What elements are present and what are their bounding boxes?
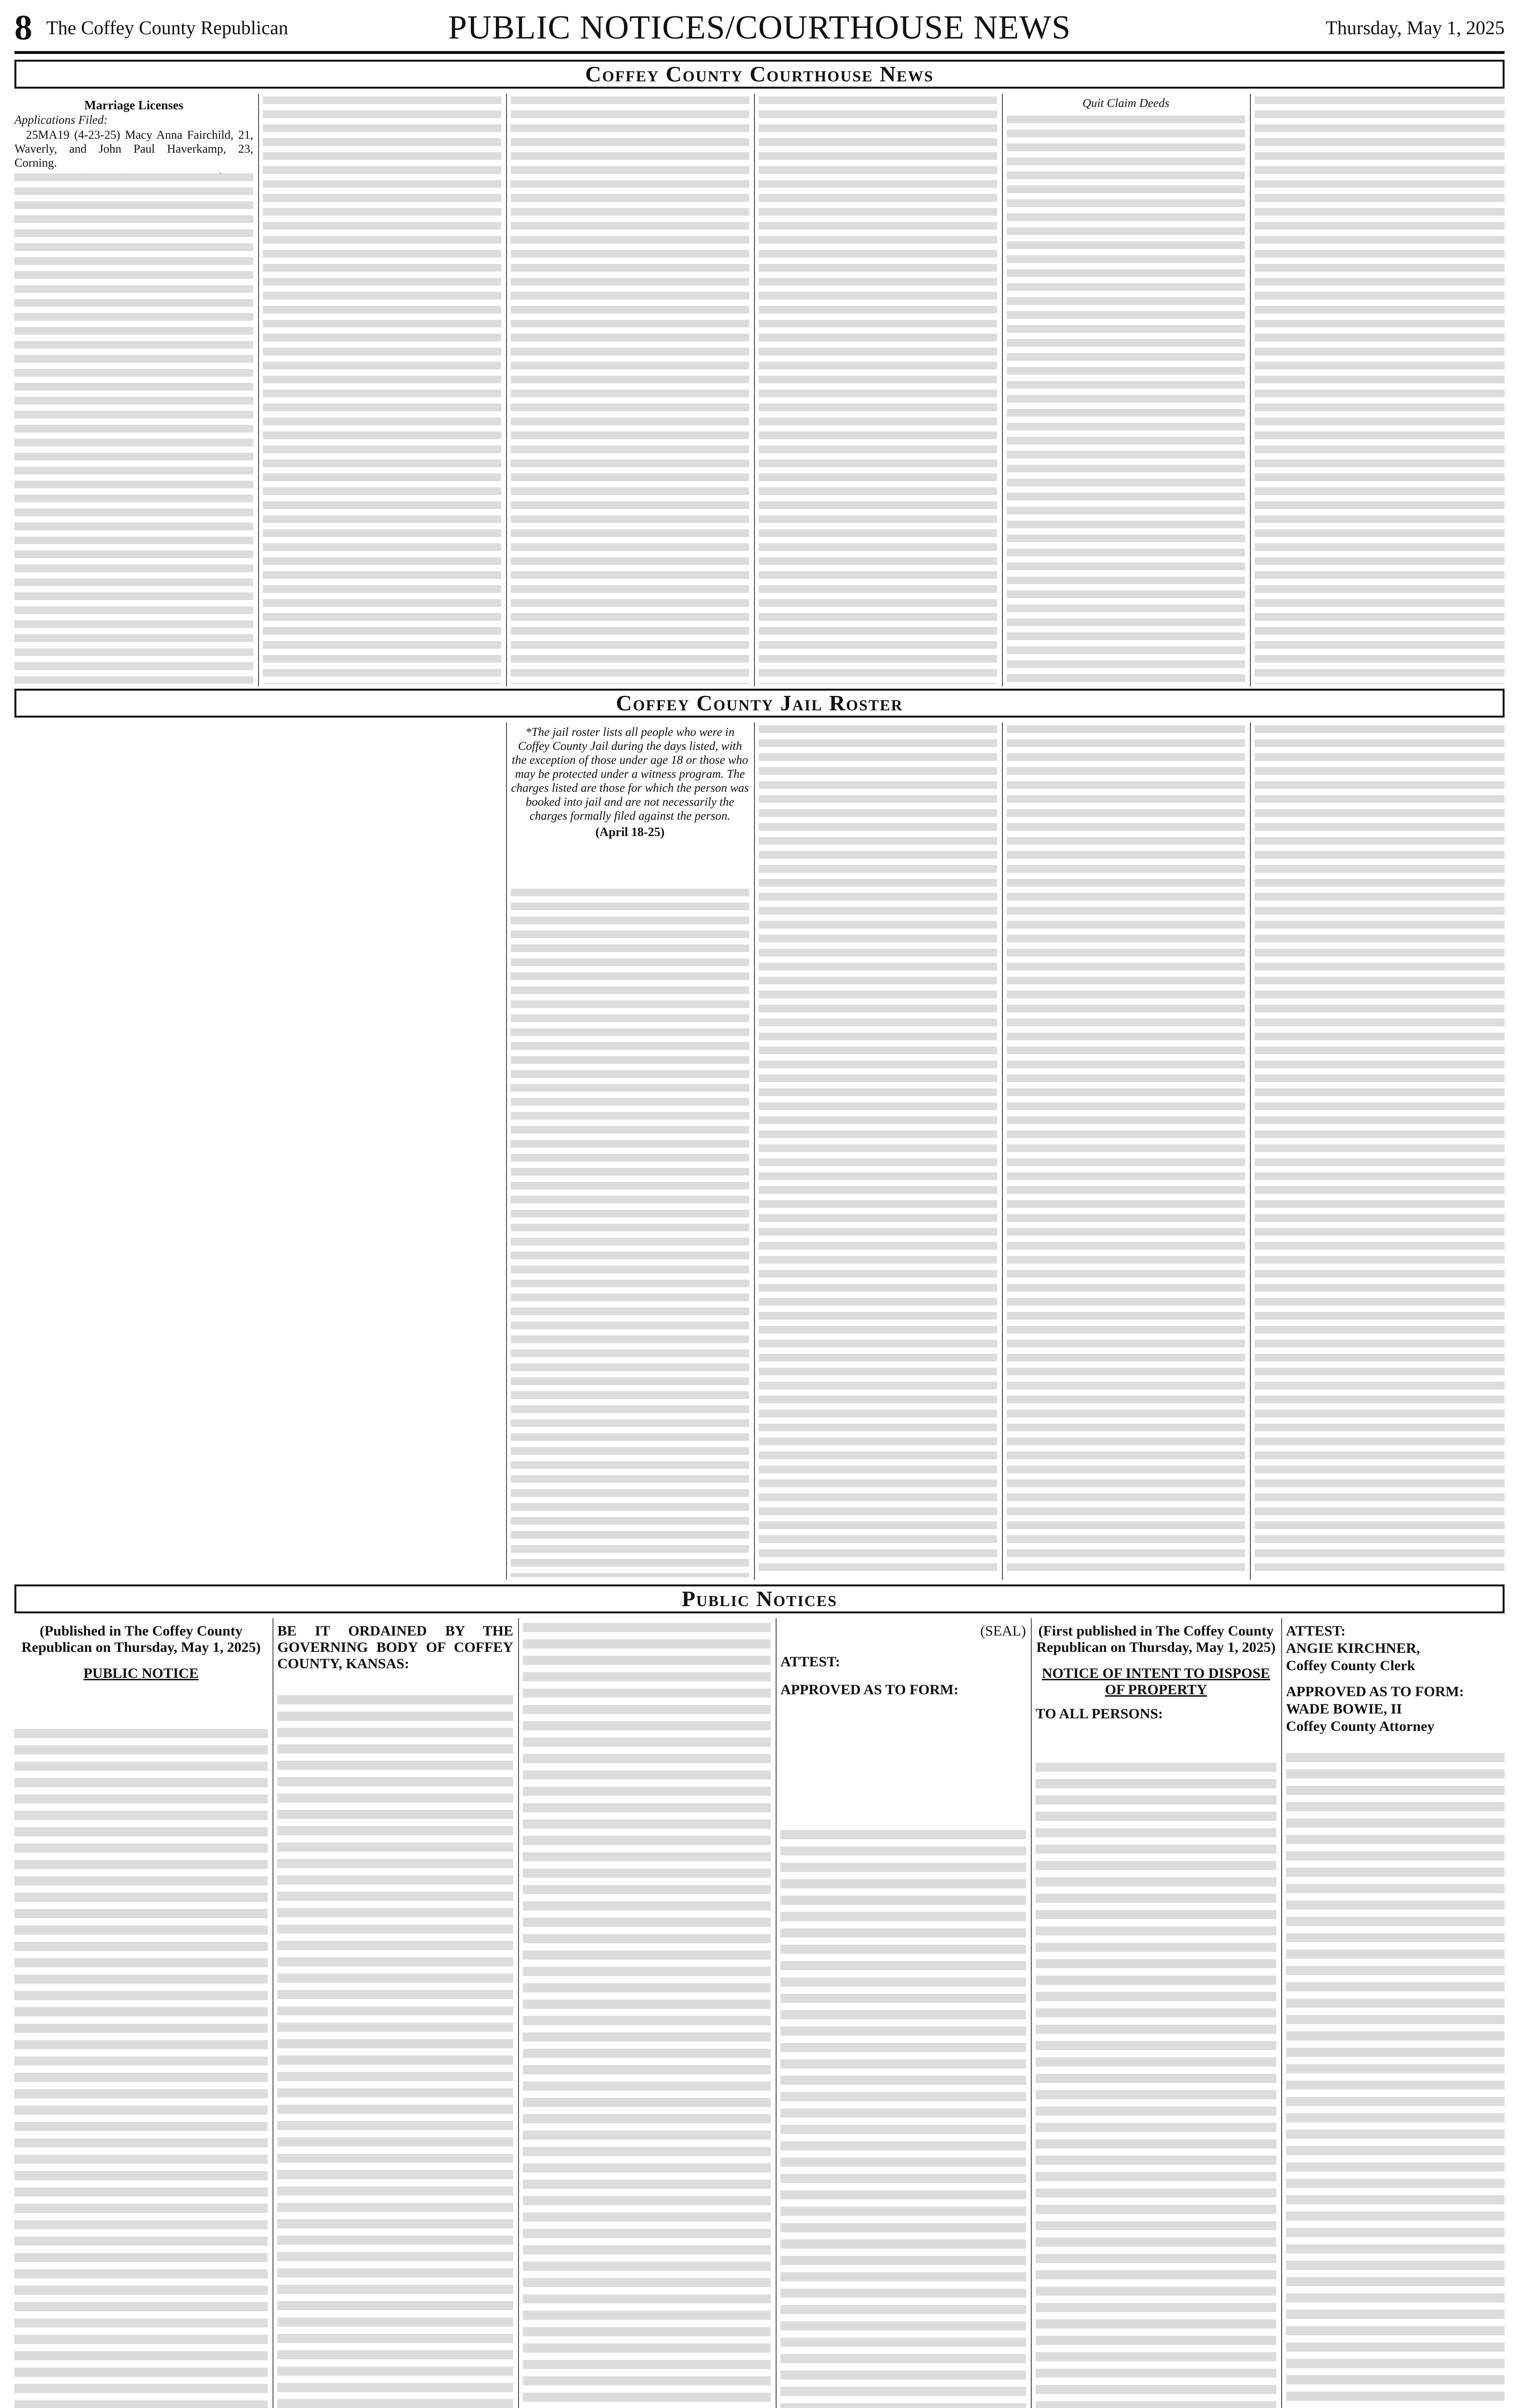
- column-divider: [776, 1618, 777, 2408]
- clerk-title: Coffey County Clerk: [1286, 1658, 1415, 1674]
- notices-column-2: [277, 1623, 513, 1690]
- column-divider: [506, 722, 507, 1580]
- column-divider: [754, 722, 755, 1580]
- publication-name: The Coffey County Republican: [46, 17, 288, 39]
- notices-column-3: [523, 1623, 771, 2408]
- notices-column-1: [14, 1623, 268, 1724]
- courthouse-column-2: [263, 96, 501, 684]
- column-divider: [1031, 1618, 1032, 2408]
- attorney-title: Coffey County Attorney: [1286, 1718, 1435, 1734]
- page-section-title: PUBLIC NOTICES/COURTHOUSE NEWS: [448, 9, 1071, 46]
- column-divider: [754, 94, 755, 686]
- intent-to-dispose-title: NOTICE OF INTENT TO DISPOSE OF PROPERTY: [1041, 1665, 1271, 1698]
- public-notices-banner: [14, 1584, 1505, 1613]
- courthouse-column-5: [1007, 96, 1245, 113]
- marriage-licenses-heading: Marriage Licenses: [84, 98, 183, 112]
- jail-roster-column-1-remainder: [511, 889, 749, 1577]
- public-notice-title: PUBLIC NOTICE: [83, 1665, 199, 1681]
- page-number: 8: [14, 8, 32, 48]
- marriage-license-entry: 25MA19 (4-23-25) Macy Anna Fairchild, 21, Waverly, and John Paul Haverkamp, 23, Corning.: [14, 129, 253, 170]
- masthead-rule: [14, 51, 1505, 54]
- attest-label: ATTEST:: [1286, 1623, 1346, 1639]
- resolution-enacting-clause: BE IT ORDAINED BY THE GOVERNING BODY OF COFFEY COUNTY, KANSAS:: [277, 1623, 513, 1672]
- notices-column-2-remainder: [277, 1695, 513, 2408]
- jail-roster-column-3: [1007, 725, 1245, 1577]
- issue-date: Thursday, May 1, 2025: [1325, 17, 1505, 39]
- jail-roster-column-4: [1255, 725, 1505, 1577]
- courthouse-news-banner-title: Coffey County Courthouse News: [585, 62, 934, 86]
- courthouse-column-5-remainder: [1007, 116, 1245, 684]
- attorney-name: WADE BOWIE, II: [1286, 1701, 1402, 1717]
- courthouse-column-1-remainder: [14, 173, 253, 684]
- seal-label: (SEAL): [980, 1623, 1026, 1639]
- jail-roster-banner-title: Coffey County Jail Roster: [616, 691, 903, 715]
- column-divider: [1002, 94, 1003, 686]
- notices-column-4-remainder: [780, 1830, 1026, 2408]
- jail-roster-column-2: [759, 725, 997, 1577]
- jail-roster-banner: [14, 689, 1505, 718]
- notices-column-5-remainder: [1036, 1763, 1276, 2408]
- column-divider: [518, 1618, 519, 2408]
- courthouse-column-3: [511, 96, 749, 684]
- approved-as-to-form: APPROVED AS TO FORM:: [780, 1682, 959, 1698]
- column-divider: [1281, 1618, 1282, 2408]
- column-divider: [1250, 722, 1251, 1580]
- jail-roster-date-heading: (April 18-25): [595, 825, 665, 839]
- courthouse-column-6: [1255, 96, 1505, 684]
- courthouse-column-1: [14, 96, 253, 169]
- to-all-persons: TO ALL PERSONS:: [1036, 1706, 1163, 1722]
- notices-column-1-remainder: [14, 1729, 268, 2408]
- courthouse-column-4: [759, 96, 997, 684]
- column-divider: [258, 94, 259, 686]
- column-divider: [506, 94, 507, 686]
- applications-filed-subheading: Applications Filed:: [14, 114, 108, 127]
- public-notices-banner-title: Public Notices: [681, 1586, 838, 1611]
- first-publication-line: (First published in The Coffey County Republican on Thursday, May 1, 2025): [1036, 1623, 1276, 1655]
- column-divider: [1250, 94, 1251, 686]
- jail-roster-note: *The jail roster lists all people who were in Coffey County Jail during the days listed, with the exception of those under age 18 or those who may be protected under a witness program. The charges listed are those for which the person was booked into jail and are not necessarily the charges formally filed against the person.: [511, 726, 749, 823]
- jail-roster-column-1: [511, 725, 749, 884]
- publication-line: (Published in The Coffey County Republican on Thursday, May 1, 2025): [21, 1623, 261, 1655]
- masthead: [14, 8, 1505, 48]
- quit-claim-deeds-heading: Quit Claim Deeds: [1082, 97, 1169, 110]
- approved-as-to-form: APPROVED AS TO FORM:: [1286, 1684, 1464, 1700]
- courthouse-news-banner: [14, 60, 1505, 89]
- newspaper-page: [14, 0, 1505, 2408]
- notices-column-6-remainder: [1286, 1753, 1505, 2408]
- notices-column-6: [1286, 1623, 1505, 1748]
- attest-label: ATTEST:: [780, 1654, 840, 1670]
- notices-column-5: [1036, 1623, 1276, 1758]
- column-divider: [1002, 722, 1003, 1580]
- clerk-name: ANGIE KIRCHNER,: [1286, 1640, 1420, 1656]
- notices-column-4: [780, 1623, 1026, 1825]
